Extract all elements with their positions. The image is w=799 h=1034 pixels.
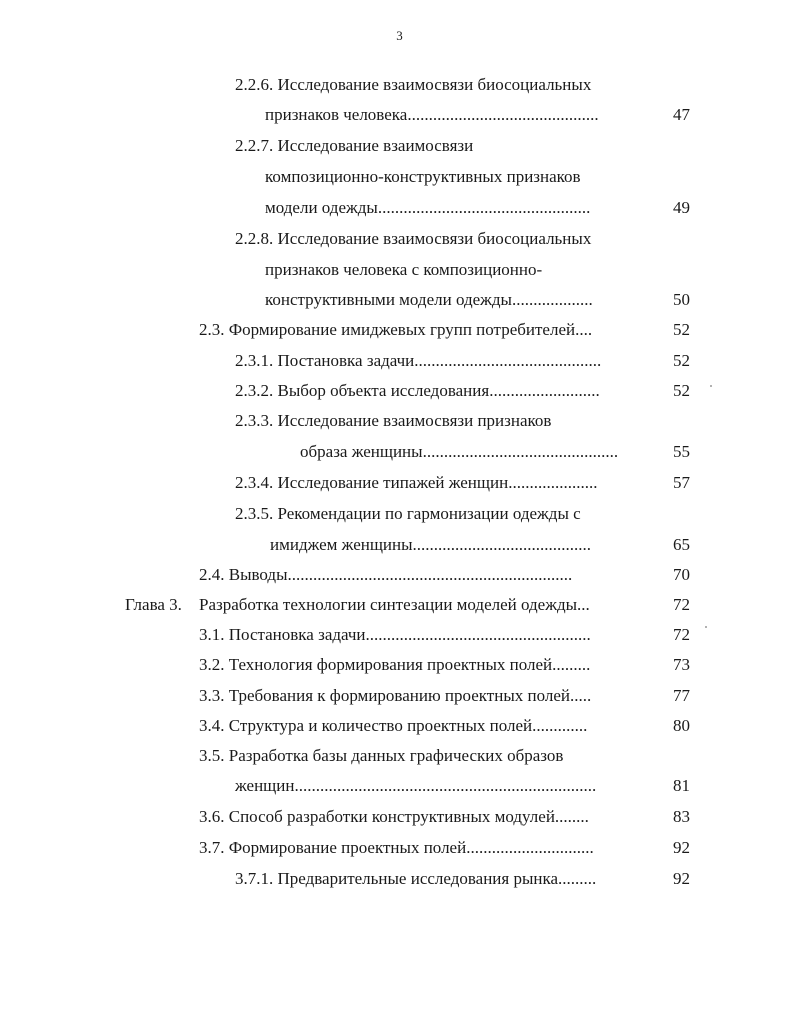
toc-page-number: 55 <box>673 442 690 461</box>
toc-entry-2-2-7-cont: композиционно-конструктивных признаков <box>265 167 581 186</box>
toc-entry-2-3-3: 2.3.3. Исследование взаимосвязи признаков <box>235 411 552 430</box>
toc-page-number: 73 <box>673 655 690 674</box>
toc-entry-chapter-3: Разработка технологии синтезации моделей одежды... <box>199 595 590 614</box>
scan-speck <box>710 385 712 387</box>
scan-speck <box>705 626 707 628</box>
toc-entry-2-2-6-cont: признаков человека............................................. <box>265 105 599 124</box>
toc-entry-2-3-5-cont: имиджем женщины.......................................... <box>270 535 592 554</box>
toc-entry-2-3-3-cont: образа женщины.............................................. <box>300 442 619 461</box>
toc-entry-2-2-8: 2.2.8. Исследование взаимосвязи биосоциальных <box>235 229 592 248</box>
toc-page-number: 81 <box>673 776 690 795</box>
toc-page-number: 47 <box>673 105 690 124</box>
toc-entry-3-1: 3.1. Постановка задачи..................................................... <box>199 625 591 644</box>
toc-page-number: 50 <box>673 290 690 309</box>
toc-page-number: 92 <box>673 869 690 888</box>
toc-entry-2-3-1: 2.3.1. Постановка задачи............................................ <box>235 351 602 370</box>
toc-page-number: 57 <box>673 473 690 492</box>
toc-entry-2-2-8-cont: признаков человека с композиционно- <box>265 260 543 279</box>
toc-page-number: 72 <box>673 595 690 614</box>
toc-entry-2-2-8-cont2: конструктивными модели одежды................... <box>265 290 593 309</box>
chapter-label: Глава 3. <box>125 595 182 614</box>
toc-page-number: 80 <box>673 716 690 735</box>
toc-page-number: 49 <box>673 198 690 217</box>
toc-entry-3-7-1: 3.7.1. Предварительные исследования рынка......... <box>235 869 597 888</box>
toc-entry-3-7: 3.7. Формирование проектных полей.............................. <box>199 838 594 857</box>
toc-entry-3-5: 3.5. Разработка базы данных графических образов <box>199 746 564 765</box>
toc-entry-2-3-5: 2.3.5. Рекомендации по гармонизации одежды с <box>235 504 581 523</box>
toc-entry-3-3: 3.3. Требования к формированию проектных полей..... <box>199 686 592 705</box>
toc-entry-3-6: 3.6. Способ разработки конструктивных модулей........ <box>199 807 589 826</box>
toc-page-number: 77 <box>673 686 690 705</box>
toc-entry-2-3-2: 2.3.2. Выбор объекта исследования.......................... <box>235 381 600 400</box>
toc-page-number: 72 <box>673 625 690 644</box>
toc-entry-2-3: 2.3. Формирование имиджевых групп потребителей.... <box>199 320 593 339</box>
page-number: 3 <box>396 28 403 43</box>
toc-entry-2-2-7-cont2: модели одежды.................................................. <box>265 198 591 217</box>
toc-page-number: 52 <box>673 351 690 370</box>
toc-page-number: 52 <box>673 381 690 400</box>
toc-entry-2-2-6: 2.2.6. Исследование взаимосвязи биосоциальных <box>235 75 592 94</box>
toc-page-number: 70 <box>673 565 690 584</box>
toc-page-number: 92 <box>673 838 690 857</box>
toc-page-number: 65 <box>673 535 690 554</box>
toc-page-number: 83 <box>673 807 690 826</box>
toc-entry-2-3-4: 2.3.4. Исследование типажей женщин..................... <box>235 473 598 492</box>
toc-entry-2-2-7: 2.2.7. Исследование взаимосвязи <box>235 136 474 155</box>
toc-page-number: 52 <box>673 320 690 339</box>
toc-entry-3-4: 3.4. Структура и количество проектных полей............. <box>199 716 588 735</box>
toc-entry-2-4: 2.4. Выводы................................................................... <box>199 565 573 584</box>
toc-entry-3-2: 3.2. Технология формирования проектных полей......... <box>199 655 591 674</box>
toc-entry-3-5-cont: женщин....................................................................... <box>235 776 597 795</box>
